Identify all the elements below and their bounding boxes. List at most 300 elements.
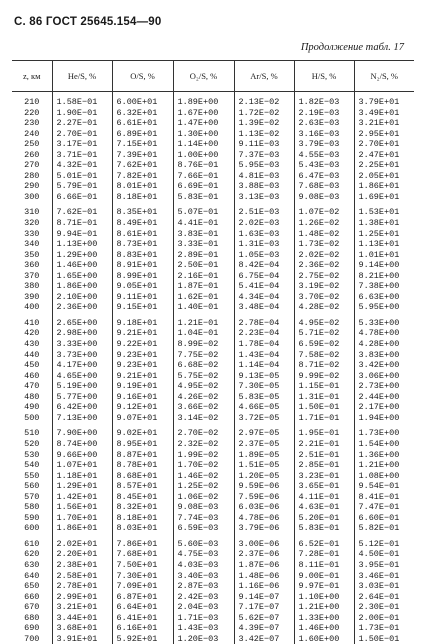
altitude-cell: 530 (12, 450, 52, 461)
value-cell: 4.55E−03 (294, 150, 354, 161)
value-cell: 7.68E+01 (112, 549, 173, 560)
table-row (12, 350, 414, 361)
value-cell: 4.81E−03 (234, 171, 294, 182)
value-cell: 3.33E+00 (52, 339, 112, 350)
value-cell: 2.21E−01 (294, 439, 354, 450)
column-header: z, км (12, 61, 52, 92)
value-cell: 6.59E−03 (173, 523, 234, 534)
value-cell: 3.21E+01 (354, 118, 414, 129)
value-cell: 1.50E−01 (354, 634, 414, 644)
value-cell: 8.32E+01 (112, 502, 173, 513)
value-cell: 1.82E−03 (294, 97, 354, 108)
value-cell: 2.37E−05 (234, 439, 294, 450)
altitude-cell: 380 (12, 281, 52, 292)
table-row (12, 318, 414, 329)
value-cell: 1.00E+00 (173, 150, 234, 161)
value-cell: 1.51E−05 (234, 460, 294, 471)
altitude-cell: 460 (12, 371, 52, 382)
value-cell: 2.75E−02 (294, 271, 354, 282)
value-cell: 1.58E−01 (52, 97, 112, 108)
value-cell: 4.11E−01 (294, 492, 354, 503)
value-cell: 3.66E−02 (173, 402, 234, 413)
altitude-cell: 290 (12, 181, 52, 192)
value-cell: 1.86E+00 (52, 281, 112, 292)
value-cell: 3.17E−01 (52, 139, 112, 150)
table-row (12, 281, 414, 292)
value-cell: 5.12E−01 (354, 539, 414, 550)
altitude-cell: 680 (12, 613, 52, 624)
value-cell: 8.41E−01 (354, 492, 414, 503)
table-row (12, 150, 414, 161)
value-cell: 2.02E−02 (294, 250, 354, 261)
value-cell: 3.00E−06 (234, 539, 294, 550)
value-cell: 2.58E+01 (52, 571, 112, 582)
value-cell: 3.71E−01 (52, 150, 112, 161)
table-row (12, 502, 414, 513)
value-cell: 7.66E−01 (173, 171, 234, 182)
altitude-cell: 470 (12, 381, 52, 392)
value-cell: 2.10E+00 (52, 292, 112, 303)
page-header: С. 86 ГОСТ 25645.154—90 (14, 16, 162, 28)
value-cell: 7.13E+00 (52, 413, 112, 424)
altitude-cell: 630 (12, 560, 52, 571)
altitude-cell: 500 (12, 413, 52, 424)
value-cell: 6.00E+01 (112, 97, 173, 108)
value-cell: 9.21E+01 (112, 371, 173, 382)
value-cell: 1.13E−02 (234, 129, 294, 140)
value-cell: 8.95E+01 (112, 439, 173, 450)
value-cell: 7.62E+01 (112, 160, 173, 171)
value-cell: 5.71E−02 (294, 328, 354, 339)
value-cell: 3.83E+00 (354, 350, 414, 361)
value-cell: 1.14E+00 (173, 139, 234, 150)
value-cell: 1.73E−02 (294, 239, 354, 250)
table-continuation-label: Продолжение табл. 17 (301, 42, 404, 53)
value-cell: 8.45E+01 (112, 492, 173, 503)
altitude-cell: 580 (12, 502, 52, 513)
value-cell: 1.54E+00 (354, 439, 414, 450)
value-cell: 2.51E−01 (294, 450, 354, 461)
value-cell: 4.32E−01 (52, 160, 112, 171)
value-cell: 2.02E+01 (52, 539, 112, 550)
table-row (12, 392, 414, 403)
value-cell: 7.39E+01 (112, 150, 173, 161)
table-row (12, 523, 414, 534)
value-cell: 4.41E−01 (173, 218, 234, 229)
value-cell: 5.01E−01 (52, 171, 112, 182)
value-cell: 5.83E−01 (294, 523, 354, 534)
value-cell: 1.21E+00 (294, 602, 354, 613)
value-cell: 7.90E+00 (52, 428, 112, 439)
value-cell: 1.73E−01 (354, 623, 414, 634)
altitude-cell: 350 (12, 250, 52, 261)
altitude-cell: 270 (12, 160, 52, 171)
altitude-cell: 550 (12, 471, 52, 482)
value-cell: 5.82E−01 (354, 523, 414, 534)
value-cell: 6.16E+01 (112, 623, 173, 634)
value-cell: 9.05E+01 (112, 281, 173, 292)
value-cell: 2.19E−03 (294, 108, 354, 119)
value-cell: 9.11E−03 (234, 139, 294, 150)
altitude-cell: 310 (12, 207, 52, 218)
value-cell: 1.47E+00 (173, 118, 234, 129)
value-cell: 4.78E−06 (234, 513, 294, 524)
value-cell: 5.20E−01 (294, 513, 354, 524)
value-cell: 6.64E+01 (112, 602, 173, 613)
value-cell: 1.05E−03 (234, 250, 294, 261)
value-cell: 1.29E+00 (52, 250, 112, 261)
value-cell: 1.13E+01 (354, 239, 414, 250)
value-cell: 1.07E+01 (52, 460, 112, 471)
value-cell: 2.47E+01 (354, 150, 414, 161)
value-cell: 3.16E−03 (294, 129, 354, 140)
value-cell: 1.39E−02 (234, 118, 294, 129)
value-cell: 8.35E+01 (112, 207, 173, 218)
table-row (12, 602, 414, 613)
value-cell: 3.95E−01 (354, 560, 414, 571)
value-cell: 4.03E−03 (173, 560, 234, 571)
table-row (12, 97, 414, 108)
value-cell: 1.16E−06 (234, 581, 294, 592)
value-cell: 7.15E+01 (112, 139, 173, 150)
altitude-cell: 220 (12, 108, 52, 119)
value-cell: 2.36E−02 (294, 260, 354, 271)
table-row (12, 402, 414, 413)
value-cell: 1.46E−02 (173, 471, 234, 482)
value-cell: 6.47E−03 (294, 171, 354, 182)
value-cell: 2.51E−03 (234, 207, 294, 218)
value-cell: 2.87E−03 (173, 581, 234, 592)
value-cell: 7.58E−02 (294, 350, 354, 361)
value-cell: 4.78E+00 (354, 328, 414, 339)
value-cell: 1.50E−01 (294, 402, 354, 413)
value-cell: 2.63E−03 (294, 118, 354, 129)
value-cell: 9.21E+01 (112, 328, 173, 339)
value-cell: 2.23E−04 (234, 328, 294, 339)
value-cell: 8.49E+01 (112, 218, 173, 229)
value-cell: 3.73E+00 (52, 350, 112, 361)
value-cell: 9.19E+01 (112, 381, 173, 392)
value-cell: 4.65E+00 (52, 371, 112, 382)
value-cell: 8.83E+01 (112, 250, 173, 261)
value-cell: 2.95E+01 (354, 129, 414, 140)
table-row (12, 108, 414, 119)
value-cell: 3.49E+01 (354, 108, 414, 119)
value-cell: 8.68E+01 (112, 471, 173, 482)
altitude-cell: 600 (12, 523, 52, 534)
value-cell: 7.30E+01 (112, 571, 173, 582)
value-cell: 2.98E+00 (52, 328, 112, 339)
value-cell: 3.83E−01 (173, 229, 234, 240)
altitude-cell: 240 (12, 129, 52, 140)
value-cell: 9.66E+00 (52, 450, 112, 461)
altitude-cell: 420 (12, 328, 52, 339)
value-cell: 5.19E+00 (52, 381, 112, 392)
value-cell: 6.87E+01 (112, 592, 173, 603)
value-cell: 9.08E−03 (294, 192, 354, 203)
value-cell: 8.99E+01 (112, 271, 173, 282)
value-cell: 1.89E−05 (234, 450, 294, 461)
altitude-cell: 620 (12, 549, 52, 560)
value-cell: 1.99E−02 (173, 450, 234, 461)
value-cell: 7.47E−01 (354, 502, 414, 513)
value-cell: 9.15E+01 (112, 302, 173, 313)
value-cell: 1.43E−03 (173, 623, 234, 634)
altitude-cell: 670 (12, 602, 52, 613)
value-cell: 1.87E−01 (173, 281, 234, 292)
value-cell: 3.42E+00 (354, 360, 414, 371)
value-cell: 7.82E+01 (112, 171, 173, 182)
value-cell: 1.53E+01 (354, 207, 414, 218)
table-row (12, 360, 414, 371)
value-cell: 9.22E+01 (112, 339, 173, 350)
value-cell: 8.76E−01 (173, 160, 234, 171)
value-cell: 1.31E−01 (294, 392, 354, 403)
value-cell: 7.75E−02 (173, 350, 234, 361)
value-cell: 1.07E−02 (294, 207, 354, 218)
altitude-cell: 450 (12, 360, 52, 371)
table-row (12, 260, 414, 271)
data-table (12, 60, 414, 644)
value-cell: 9.59E−06 (234, 481, 294, 492)
value-cell: 1.29E+01 (52, 481, 112, 492)
value-cell: 8.78E+01 (112, 460, 173, 471)
value-cell: 7.59E−06 (234, 492, 294, 503)
value-cell: 1.70E+01 (52, 513, 112, 524)
altitude-cell: 440 (12, 350, 52, 361)
value-cell: 3.72E−05 (234, 413, 294, 424)
table-row (12, 613, 414, 624)
value-cell: 8.01E+01 (112, 181, 173, 192)
value-cell: 2.64E−01 (354, 592, 414, 603)
column-header: He/S, % (52, 61, 112, 92)
value-cell: 1.15E−01 (294, 381, 354, 392)
value-cell: 3.42E−07 (234, 634, 294, 644)
value-cell: 3.13E−03 (234, 192, 294, 203)
table-row (12, 413, 414, 424)
value-cell: 6.63E+00 (354, 292, 414, 303)
value-cell: 1.18E+01 (52, 471, 112, 482)
value-cell: 2.73E+00 (354, 381, 414, 392)
value-cell: 4.28E+00 (354, 339, 414, 350)
value-cell: 9.08E−03 (173, 502, 234, 513)
value-cell: 5.43E−03 (294, 160, 354, 171)
value-cell: 6.66E−01 (52, 192, 112, 203)
value-cell: 6.61E+01 (112, 118, 173, 129)
value-cell: 1.20E−03 (173, 634, 234, 644)
value-cell: 5.95E+00 (354, 302, 414, 313)
value-cell: 7.37E−03 (234, 150, 294, 161)
value-cell: 6.42E+00 (52, 402, 112, 413)
value-cell: 8.73E+01 (112, 239, 173, 250)
value-cell: 1.67E+00 (173, 108, 234, 119)
value-cell: 6.60E−01 (354, 513, 414, 524)
value-cell: 9.94E−01 (52, 229, 112, 240)
value-cell: 2.32E−02 (173, 439, 234, 450)
value-cell: 3.14E−02 (173, 413, 234, 424)
value-cell: 6.32E+01 (112, 108, 173, 119)
altitude-cell: 660 (12, 592, 52, 603)
value-cell: 2.36E+00 (52, 302, 112, 313)
altitude-cell: 320 (12, 218, 52, 229)
table-body (12, 92, 414, 644)
altitude-cell: 340 (12, 239, 52, 250)
value-cell: 1.01E+01 (354, 250, 414, 261)
table-row (12, 492, 414, 503)
value-cell: 8.74E+00 (52, 439, 112, 450)
value-cell: 5.07E−01 (173, 207, 234, 218)
value-cell: 2.13E−02 (234, 97, 294, 108)
value-cell: 5.83E−01 (173, 192, 234, 203)
value-cell: 2.78E+01 (52, 581, 112, 592)
value-cell: 3.79E−03 (294, 139, 354, 150)
value-cell: 3.44E+01 (52, 613, 112, 624)
value-cell: 1.06E−02 (173, 492, 234, 503)
altitude-cell: 560 (12, 481, 52, 492)
column-header: H/S, % (294, 61, 354, 92)
value-cell: 1.70E−02 (173, 460, 234, 471)
table-row (12, 481, 414, 492)
value-cell: 2.65E+00 (52, 318, 112, 329)
value-cell: 1.71E−01 (294, 413, 354, 424)
value-cell: 8.61E+01 (112, 229, 173, 240)
value-cell: 2.25E+01 (354, 160, 414, 171)
value-cell: 1.87E−06 (234, 560, 294, 571)
value-cell: 9.99E−02 (294, 371, 354, 382)
value-cell: 2.97E−05 (234, 428, 294, 439)
table-row (12, 623, 414, 634)
value-cell: 1.46E+00 (52, 260, 112, 271)
value-cell: 7.68E−03 (294, 181, 354, 192)
table-row (12, 549, 414, 560)
value-cell: 6.59E−02 (294, 339, 354, 350)
column-header: O/S, % (112, 61, 173, 92)
altitude-cell: 510 (12, 428, 52, 439)
value-cell: 3.06E+00 (354, 371, 414, 382)
value-cell: 2.38E+01 (52, 560, 112, 571)
value-cell: 3.03E−01 (354, 581, 414, 592)
value-cell: 1.21E+00 (354, 460, 414, 471)
table-row (12, 371, 414, 382)
table-row (12, 381, 414, 392)
value-cell: 1.95E−01 (294, 428, 354, 439)
value-cell: 1.21E−01 (173, 318, 234, 329)
value-cell: 8.18E+01 (112, 513, 173, 524)
table-row (12, 560, 414, 571)
table-row (12, 460, 414, 471)
value-cell: 5.75E−02 (173, 371, 234, 382)
value-cell: 1.94E+00 (354, 413, 414, 424)
value-cell: 1.60E+00 (294, 634, 354, 644)
table-row (12, 328, 414, 339)
value-cell: 9.12E+01 (112, 402, 173, 413)
value-cell: 1.89E+00 (173, 97, 234, 108)
value-cell: 2.44E+00 (354, 392, 414, 403)
value-cell: 9.16E+01 (112, 392, 173, 403)
value-cell: 4.39E−07 (234, 623, 294, 634)
value-cell: 2.37E−06 (234, 549, 294, 560)
value-cell: 1.14E−04 (234, 360, 294, 371)
column-header: Ar/S, % (234, 61, 294, 92)
value-cell: 1.69E+01 (354, 192, 414, 203)
altitude-cell: 490 (12, 402, 52, 413)
table-row (12, 192, 414, 203)
altitude-cell: 430 (12, 339, 52, 350)
altitude-cell: 610 (12, 539, 52, 550)
table-row (12, 239, 414, 250)
value-cell: 1.42E+01 (52, 492, 112, 503)
value-cell: 3.79E−06 (234, 523, 294, 534)
value-cell: 8.18E+01 (112, 192, 173, 203)
value-cell: 4.17E+00 (52, 360, 112, 371)
value-cell: 8.03E+01 (112, 523, 173, 534)
value-cell: 9.13E−05 (234, 371, 294, 382)
value-cell: 3.19E−02 (294, 281, 354, 292)
value-cell: 1.10E+00 (294, 592, 354, 603)
value-cell: 5.41E−04 (234, 281, 294, 292)
value-cell: 7.30E−05 (234, 381, 294, 392)
value-cell: 8.71E−01 (52, 218, 112, 229)
altitude-cell: 250 (12, 139, 52, 150)
value-cell: 5.92E+01 (112, 634, 173, 644)
value-cell: 1.71E−03 (173, 613, 234, 624)
value-cell: 7.86E+01 (112, 539, 173, 550)
value-cell: 4.34E−04 (234, 292, 294, 303)
value-cell: 7.17E−07 (234, 602, 294, 613)
value-cell: 2.78E−04 (234, 318, 294, 329)
table-row (12, 139, 414, 150)
altitude-cell: 520 (12, 439, 52, 450)
value-cell: 2.30E−01 (354, 602, 414, 613)
value-cell: 8.91E+01 (112, 260, 173, 271)
value-cell: 4.26E−02 (173, 392, 234, 403)
value-cell: 3.68E+01 (52, 623, 112, 634)
value-cell: 1.46E+00 (294, 623, 354, 634)
value-cell: 2.05E+01 (354, 171, 414, 182)
altitude-cell: 260 (12, 150, 52, 161)
table-row (12, 339, 414, 350)
value-cell: 2.50E−01 (173, 260, 234, 271)
table-row (12, 218, 414, 229)
value-cell: 1.48E−06 (234, 571, 294, 582)
value-cell: 5.83E−05 (234, 392, 294, 403)
value-cell: 7.38E+00 (354, 281, 414, 292)
value-cell: 2.85E−01 (294, 460, 354, 471)
column-header: N₂/S, % (354, 61, 414, 92)
table-row (12, 171, 414, 182)
value-cell: 9.23E+01 (112, 360, 173, 371)
altitude-cell: 280 (12, 171, 52, 182)
value-cell: 3.79E+01 (354, 97, 414, 108)
value-cell: 2.04E−03 (173, 602, 234, 613)
altitude-cell: 700 (12, 634, 52, 644)
table-row (12, 571, 414, 582)
value-cell: 9.11E+01 (112, 292, 173, 303)
value-cell: 4.50E−01 (354, 549, 414, 560)
table-row (12, 160, 414, 171)
value-cell: 9.00E−01 (294, 571, 354, 582)
value-cell: 1.13E+00 (52, 239, 112, 250)
value-cell: 4.95E−02 (294, 318, 354, 329)
table-row (12, 129, 414, 140)
altitude-cell: 330 (12, 229, 52, 240)
table-row (12, 229, 414, 240)
value-cell: 6.41E+01 (112, 613, 173, 624)
table-row (12, 581, 414, 592)
table-row (12, 513, 414, 524)
value-cell: 8.71E−02 (294, 360, 354, 371)
altitude-cell: 650 (12, 581, 52, 592)
